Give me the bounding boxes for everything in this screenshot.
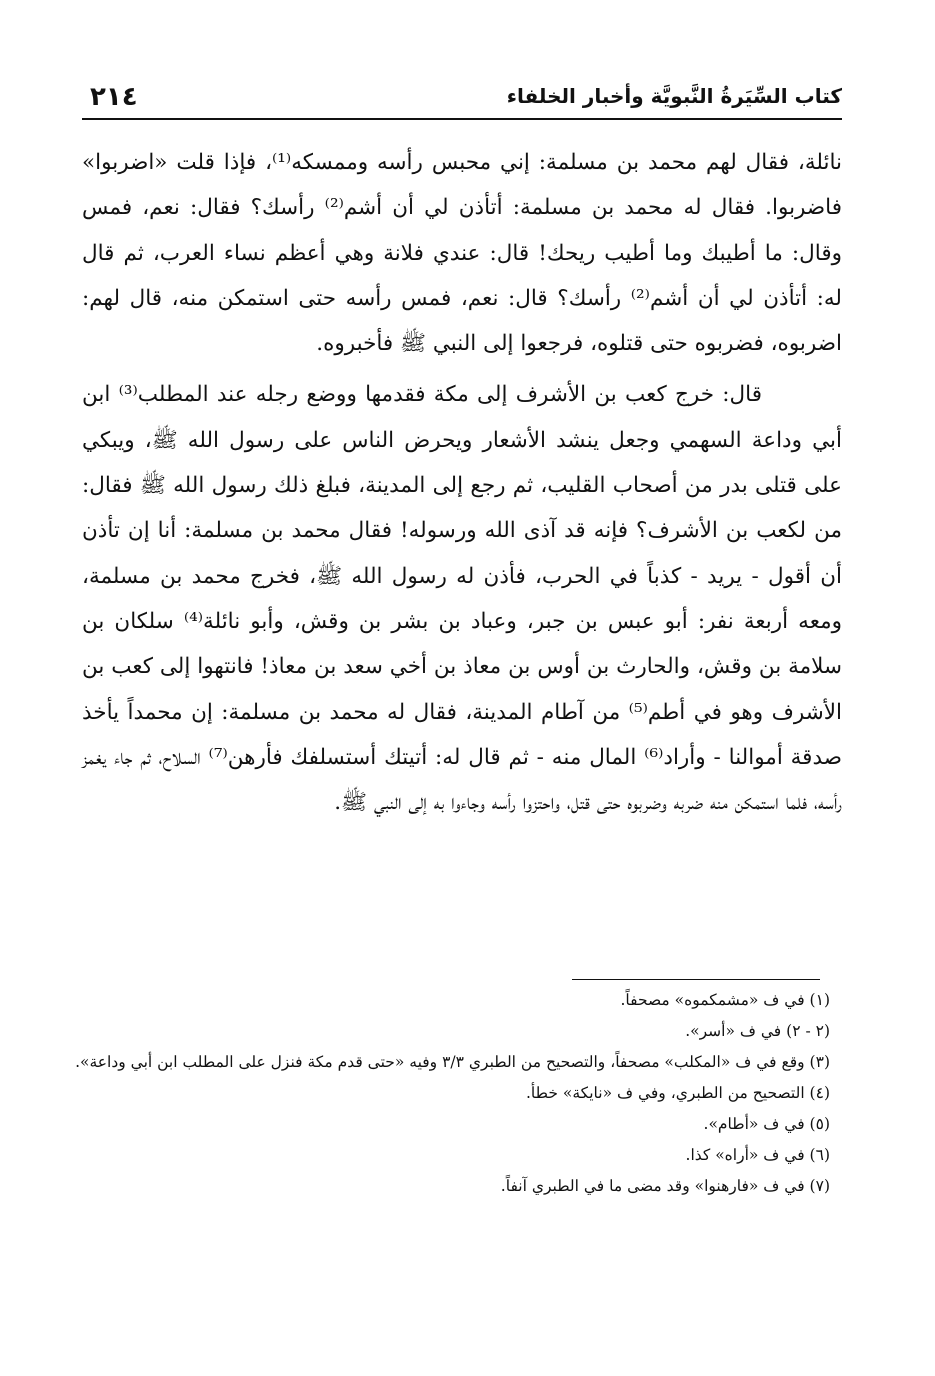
running-title: كتاب السِّيَرةُ النَّبويَّة وأخبار الخلفاء <box>506 84 842 108</box>
footnote-6: (٦) في ف «أراه» كذا. <box>685 1146 830 1164</box>
footnote-separator <box>572 979 820 980</box>
footnote-3: (٣) وقع في ف «المكلب» مصحفاً، والتصحيح من الطبري ٣/٣ وفيه «حتى قدم مكة فنزل على المطلب ابن أبي وداعة». <box>75 1053 830 1071</box>
footnotes <box>60 985 830 1202</box>
footnote-5: (٥) في ف «أطام». <box>703 1115 830 1133</box>
footnote-2: (٢ - ٢) في ف «أسر». <box>685 1022 830 1040</box>
page-number: ٢١٤ <box>90 82 138 112</box>
page-header <box>82 74 842 120</box>
footnote-4: (٤) التصحيح من الطبري، وفي ف «نايكة» خطأ. <box>526 1084 830 1102</box>
footnote-1: (١) في ف «مشمكموه» مصحفاً. <box>620 991 830 1009</box>
paragraph-1: نائلة، فقال لهم محمد بن مسلمة: إني محبس رأسه وممسكه⁽¹⁾، فإذا قلت «اضربوا» فاضربوا. فقال له محمد بن مسلمة: أتأذن لي أن أشم⁽²⁾ رأسك؟ فقال: نعم، فمس وقال: ما أطيبك وما أطيب ريحك! قال: عندي فلانة وهي أعظم نساء العرب، ثم قال له: أتأذن لي أن أشم⁽²⁾ رأسك؟ قال: نعم، فمس رأسه حتى استمكن منه، قال لهم: اضربوه، فضربوه حتى قتلوه، فرجعوا إلى النبي ﷺ فأخبروه. <box>82 150 843 357</box>
main-text <box>82 140 842 825</box>
footnote-7: (٧) في ف «فارهنوا» وقد مضى ما في الطبري آنفاً. <box>500 1177 830 1195</box>
paragraph-2: قال: خرج كعب بن الأشرف إلى مكة فقدمها ووضع رجله عند المطلب⁽³⁾ ابن أبي وداعة السهمي وجعل ينشد الأشعار ويحرض الناس على رسول الله ﷺ، ويبكي على قتلى بدر من أصحاب القليب، ثم رجع إلى المدينة، فبلغ ذلك رسول الله ﷺ فقال: من لكعب بن الأشرف؟ فإنه قد آذى الله ورسوله! فقال محمد بن مسلمة: أنا إن تأذن أن أقول - يريد - كذباً في الحرب، فأذن له رسول الله ﷺ، فخرج محمد بن مسلمة، ومعه أربعة نفر: أبو عبس بن جبر، وعباد بن بشر بن وقش، وأبو نائلة⁽⁴⁾ سلكان بن سلامة بن وقش، والحارث بن أوس بن معاذ بن أخي سعد بن معاذ! فانتهوا إلى كعب بن الأشرف وهو في أطم⁽⁵⁾ من آطام المدينة، فقال له محمد بن مسلمة: إن محمداً يأخذ صدقة أموالنا - وأراد⁽⁶⁾ المال منه - ثم قال له: أتيتك أستسلفك فأرهن⁽⁷⁾ السلاح، ثم جاء يغمز رأسه، فلما استمكن منه ضربه وضربوه حتى قتل، واحتزوا رأسه وجاءوا به إلى النبي ﷺ. <box>82 382 843 816</box>
